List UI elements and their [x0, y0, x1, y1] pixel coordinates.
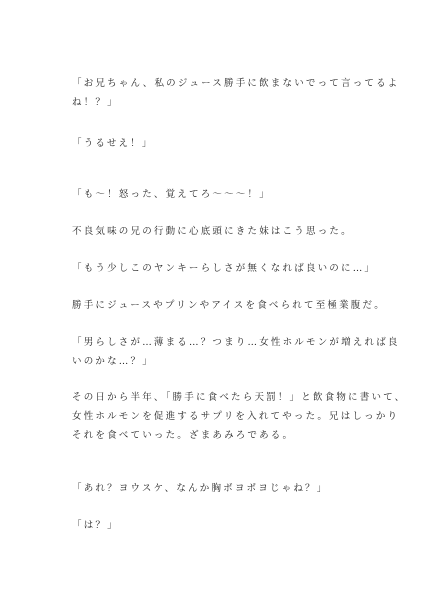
narration-paragraph: [72, 222, 372, 241]
dialogue-paragraph: [72, 479, 372, 498]
dialogue-paragraph: [72, 134, 372, 153]
narration-paragraph: [72, 388, 407, 445]
text-line: 「男らしさが…薄まる…？つまり…女性ホルモンが増えれば良: [72, 337, 400, 348]
text-line: いのかな…？」: [72, 356, 154, 367]
narration-paragraph: [72, 296, 386, 315]
text-line: その日から半年、「勝手に食べたら天罰！」と飲食物に書いて、: [72, 392, 407, 403]
text-line: 「お兄ちゃん、私のジュース勝手に飲まないでって言ってるよ: [72, 78, 400, 89]
text-line: それを食べていった。ざまあみろである。: [72, 430, 295, 441]
dialogue-paragraph: [72, 516, 372, 535]
text-line: 「は？」: [72, 520, 119, 531]
dialogue-paragraph: [72, 333, 400, 371]
text-line: 「うるせえ！」: [72, 138, 154, 149]
text-line: 勝手にジュースやプリンやアイスを食べられて至極業腹だ。: [72, 300, 386, 311]
text-line: 女性ホルモンを促進するサプリを入れてやった。兄はしっかり: [72, 411, 400, 422]
text-line: ね！？」: [72, 97, 119, 108]
text-line: 「も〜！怒った、覚えてろ〜〜〜！」: [72, 189, 271, 200]
text-line: 「もう少しこのヤンキーらしさが無くなれば良いのに…」: [72, 263, 377, 274]
dialogue-paragraph: [72, 259, 377, 278]
dialogue-paragraph: [72, 185, 372, 204]
text-line: 不良気味の兄の行動に心底頭にきた妹はこう思った。: [72, 226, 353, 237]
text-line: 「あれ？ヨウスケ、なんか胸ボヨボヨじゃね？」: [72, 483, 329, 494]
dialogue-paragraph: [72, 74, 400, 112]
